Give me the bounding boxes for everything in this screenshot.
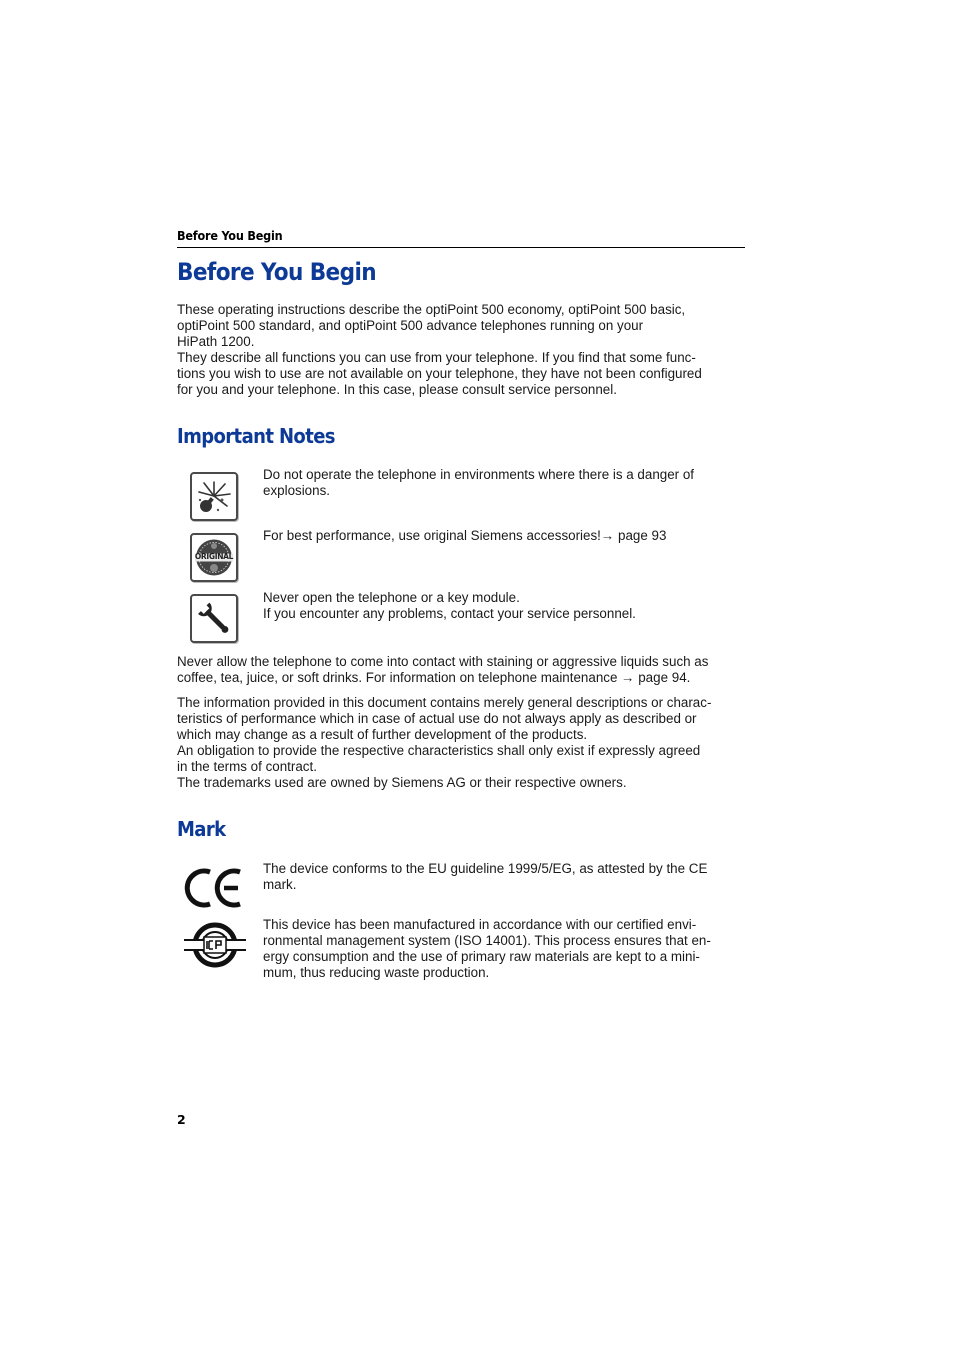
text-line: mark. [263,877,297,893]
mark-environment-text [263,917,749,981]
text-line: The information provided in this document contains merely general descriptions or charac- [177,695,712,710]
original-accessories-seal-icon [190,533,238,582]
important-notes-heading: Important Notes [177,424,335,448]
ce-mark-icon [182,864,246,912]
text-line: optiPoint 500 standard, and optiPoint 500 advance telephones running on your [177,318,644,334]
text-line: ronmental management system (ISO 14001). This process ensures that en- [263,933,711,949]
text-line: Never open the telephone or a key module. [263,590,520,605]
text-line: These operating instructions describe the optiPoint 500 economy, optiPoint 500 basic, [177,302,686,317]
header-rule [177,247,745,248]
text-line: teristics of performance which in case of actual use do not always apply as described or [177,711,697,727]
intro-paragraph [177,302,749,399]
text-line: For best performance, use original Siemens accessories!→ page 93 [263,528,667,543]
explosion-hazard-icon [190,472,238,521]
text-line: The trademarks used are owned by Siemens AG or their respective owners. [177,775,627,791]
text-line: for you and your telephone. In this case, please consult service personnel. [177,382,617,398]
text-line: ergy consumption and the use of primary raw materials are kept to a mini- [263,949,700,965]
text-line: coffee, tea, juice, or soft drinks. For information on telephone maintenance → page 94. [177,670,691,686]
text-line: Never allow the telephone to come into contact with staining or aggressive liquids such as [177,654,709,669]
seal-text: ORIGINAL [194,552,234,561]
disclaimer-paragraph [177,695,749,792]
note-original-accessories [263,528,749,544]
text-line: in the terms of contract. [177,759,317,775]
text-line: explosions. [263,483,330,499]
wrench-icon [190,594,238,643]
text-line: The device conforms to the EU guideline 1999/5/EG, as attested by the CE [263,861,708,876]
environmental-certification-icon [182,920,248,970]
text-line: If you encounter any problems, contact your service personnel. [263,606,636,622]
text-line: mum, thus reducing waste production. [263,965,490,981]
text-line: tions you wish to use are not available on your telephone, they have not been configured [177,366,702,382]
page-number: 2 [177,1112,186,1127]
note-explosions [263,467,749,499]
page-title: Before You Begin [177,258,377,286]
note-never-open [263,590,749,622]
text-line: HiPath 1200. [177,334,255,350]
mark-heading: Mark [177,817,226,841]
text-line: which may change as a result of further development of the products. [177,727,588,743]
mark-ce-text [263,861,749,893]
text-line: They describe all functions you can use from your telephone. If you find that some func- [177,350,696,366]
text-line: An obligation to provide the respective characteristics shall only exist if expressly agreed [177,743,701,759]
text-line: This device has been manufactured in accordance with our certified envi- [263,917,697,932]
text-line: Do not operate the telephone in environments where there is a danger of [263,467,695,482]
running-header: Before You Begin [177,228,283,243]
liquids-paragraph [177,654,749,686]
